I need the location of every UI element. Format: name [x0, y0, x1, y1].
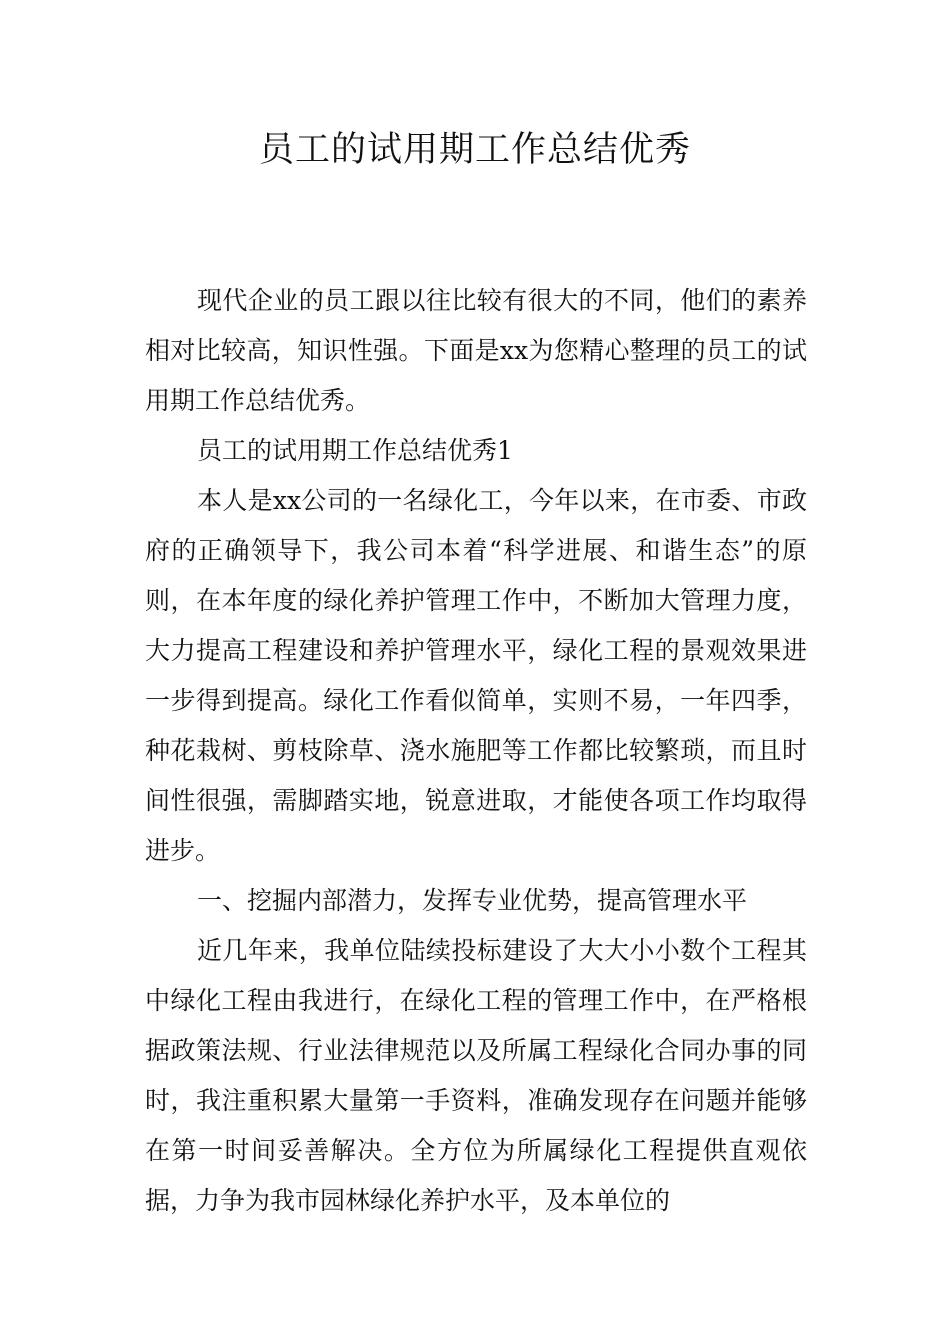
intro-paragraph: 现代企业的员工跟以往比较有很大的不同，他们的素养相对比较高，知识性强。下面是xx为您精心整理的员工的试用期工作总结优秀。 — [145, 286, 807, 415]
body-paragraph-2: 近几年来，我单位陆续投标建设了大大小小数个工程其中绿化工程由我进行，在绿化工程的管理工作中，在严格根据政策法规、行业法律规范以及所属工程绿化合同办事的同时，我注重积累大量第一手资料，准确发现存在问题并能够在第一时间妥善解决。全方位为所属绿化工程提供直观依据，力争为我市园林绿化养护水平，及本单位的 — [145, 936, 807, 1215]
document-title: 员工的试用期工作总结优秀 — [258, 130, 691, 170]
body-paragraph-1: 本人是xx公司的一名绿化工，今年以来，在市委、市政府的正确领导下，我公司本着“科学进展、和谐生态”的原则，在本年度的绿化养护管理工作中，不断加大管理力度，大力提高工程建设和养护管理水平，绿化工程的景观效果进一步得到提高。绿化工作看似简单，实则不易，一年四季，种花栽树、剪枝除草、浇水施肥等工作都比较繁琐，而且时间性很强，需脚踏实地，锐意进取，才能使各项工作均取得进步。 — [145, 486, 807, 865]
section-heading-1: 员工的试用期工作总结优秀1 — [197, 436, 513, 465]
document-body — [145, 276, 807, 1226]
subheading-1: 一、挖掘内部潜力，发挥专业优势，提高管理水平 — [197, 886, 748, 915]
